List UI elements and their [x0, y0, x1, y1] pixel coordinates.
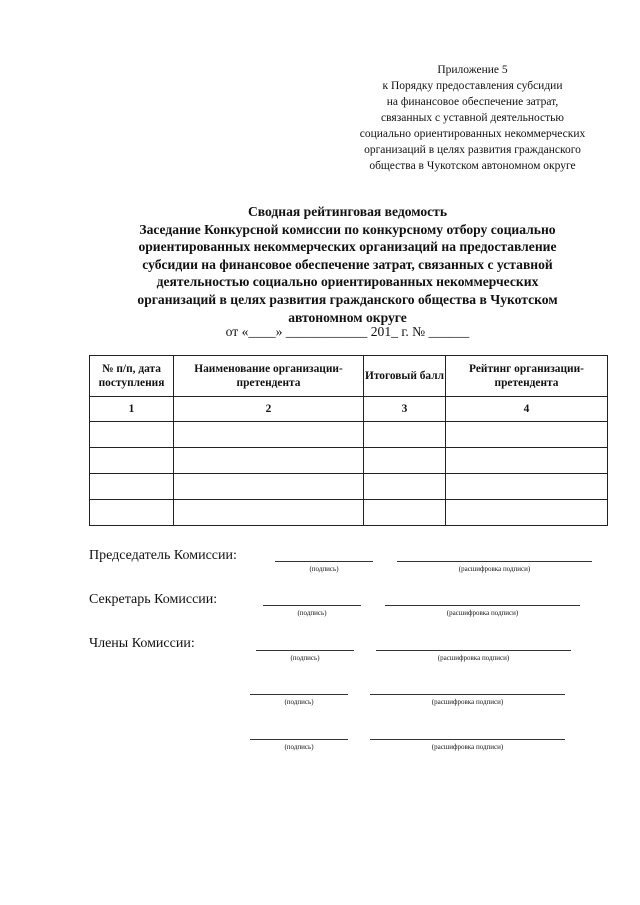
- column-number: 1: [90, 397, 174, 422]
- appendix-line: Приложение 5: [437, 64, 508, 76]
- member-signature-line[interactable]: [250, 739, 348, 740]
- signature-caption: (подпись): [284, 743, 314, 751]
- title-line: организаций в целях развития гражданского общества в Чукотском: [137, 291, 558, 307]
- appendix-line: к Порядку предоставления субсидии: [382, 80, 563, 92]
- appendix-line: социально ориентированных некоммерческих: [359, 128, 586, 140]
- members-label: Члены Комиссии:: [89, 636, 195, 651]
- title-line: Сводная рейтинговая ведомость: [247, 204, 448, 219]
- table-cell[interactable]: [446, 448, 608, 474]
- decoding-caption: (расшифровка подписи): [458, 565, 531, 573]
- table-row: [90, 474, 608, 500]
- signature-caption: (подпись): [284, 698, 314, 706]
- table-row: [90, 500, 608, 526]
- title-line: Заседание Конкурсной комиссии по конкурсному отбору социально: [139, 221, 556, 237]
- table-cell[interactable]: [446, 500, 608, 526]
- table-cell[interactable]: [446, 422, 608, 448]
- appendix-line: связанных с уставной деятельностью: [381, 112, 564, 124]
- table-cell[interactable]: [174, 474, 364, 500]
- secretary-label: Секретарь Комиссии:: [89, 592, 218, 607]
- chairman-label: Председатель Комиссии:: [89, 548, 237, 563]
- member-signature-line[interactable]: [250, 694, 348, 695]
- signature-caption: (подпись): [297, 609, 327, 617]
- table-cell[interactable]: [174, 500, 364, 526]
- decoding-caption: (расшифровка подписи): [431, 698, 504, 706]
- decoding-caption: (расшифровка подписи): [446, 609, 519, 617]
- chairman-signature-line[interactable]: [275, 561, 373, 562]
- column-number: 4: [446, 397, 608, 422]
- table-row: [90, 448, 608, 474]
- signature-caption: (подпись): [290, 654, 320, 662]
- decoding-caption: (расшифровка подписи): [437, 654, 510, 662]
- table-cell[interactable]: [174, 422, 364, 448]
- column-number: 3: [364, 397, 446, 422]
- appendix-header: [330, 62, 615, 174]
- member-decoding-line[interactable]: [370, 694, 565, 695]
- secretary-decoding-line[interactable]: [385, 605, 580, 606]
- chairman-decoding-line[interactable]: [397, 561, 592, 562]
- member-decoding-line[interactable]: [370, 739, 565, 740]
- table-cell[interactable]: [90, 500, 174, 526]
- table-cell[interactable]: [90, 448, 174, 474]
- header-cell: Итоговый балл: [364, 356, 446, 397]
- table-cell[interactable]: [90, 474, 174, 500]
- secretary-signature-line[interactable]: [263, 605, 361, 606]
- appendix-line: общества в Чукотском автономном округе: [369, 160, 576, 172]
- decoding-caption: (расшифровка подписи): [431, 743, 504, 751]
- rating-table: [89, 355, 608, 526]
- table-header-row: [90, 356, 608, 397]
- document-title: [60, 203, 635, 326]
- column-number: 2: [174, 397, 364, 422]
- title-line: ориентированных некоммерческих организаций на предоставление: [138, 239, 557, 255]
- table-cell[interactable]: [364, 448, 446, 474]
- table-cell[interactable]: [364, 500, 446, 526]
- date-number-line: от «____» ____________ 201_ г. № ______: [225, 324, 470, 339]
- table-cell[interactable]: [364, 474, 446, 500]
- appendix-line: организаций в целях развития гражданского: [364, 144, 581, 156]
- header-cell: Наименование организации-претендента: [174, 356, 364, 397]
- header-cell: № п/п, дата поступления: [90, 356, 174, 397]
- signature-caption: (подпись): [309, 565, 339, 573]
- table-cell[interactable]: [90, 422, 174, 448]
- appendix-line: на финансовое обеспечение затрат,: [386, 96, 559, 108]
- table-row: [90, 422, 608, 448]
- table-cell[interactable]: [364, 422, 446, 448]
- header-cell: Рейтинг организации-претендента: [446, 356, 608, 397]
- member-signature-line[interactable]: [256, 650, 354, 651]
- title-line: деятельностью социально ориентированных некоммерческих: [156, 274, 539, 290]
- table-cell[interactable]: [446, 474, 608, 500]
- title-line: автономном округе: [288, 309, 407, 325]
- table-cell[interactable]: [174, 448, 364, 474]
- column-number-row: [90, 397, 608, 422]
- member-decoding-line[interactable]: [376, 650, 571, 651]
- title-line: субсидии на финансовое обеспечение затрат, связанных с уставной: [142, 256, 553, 272]
